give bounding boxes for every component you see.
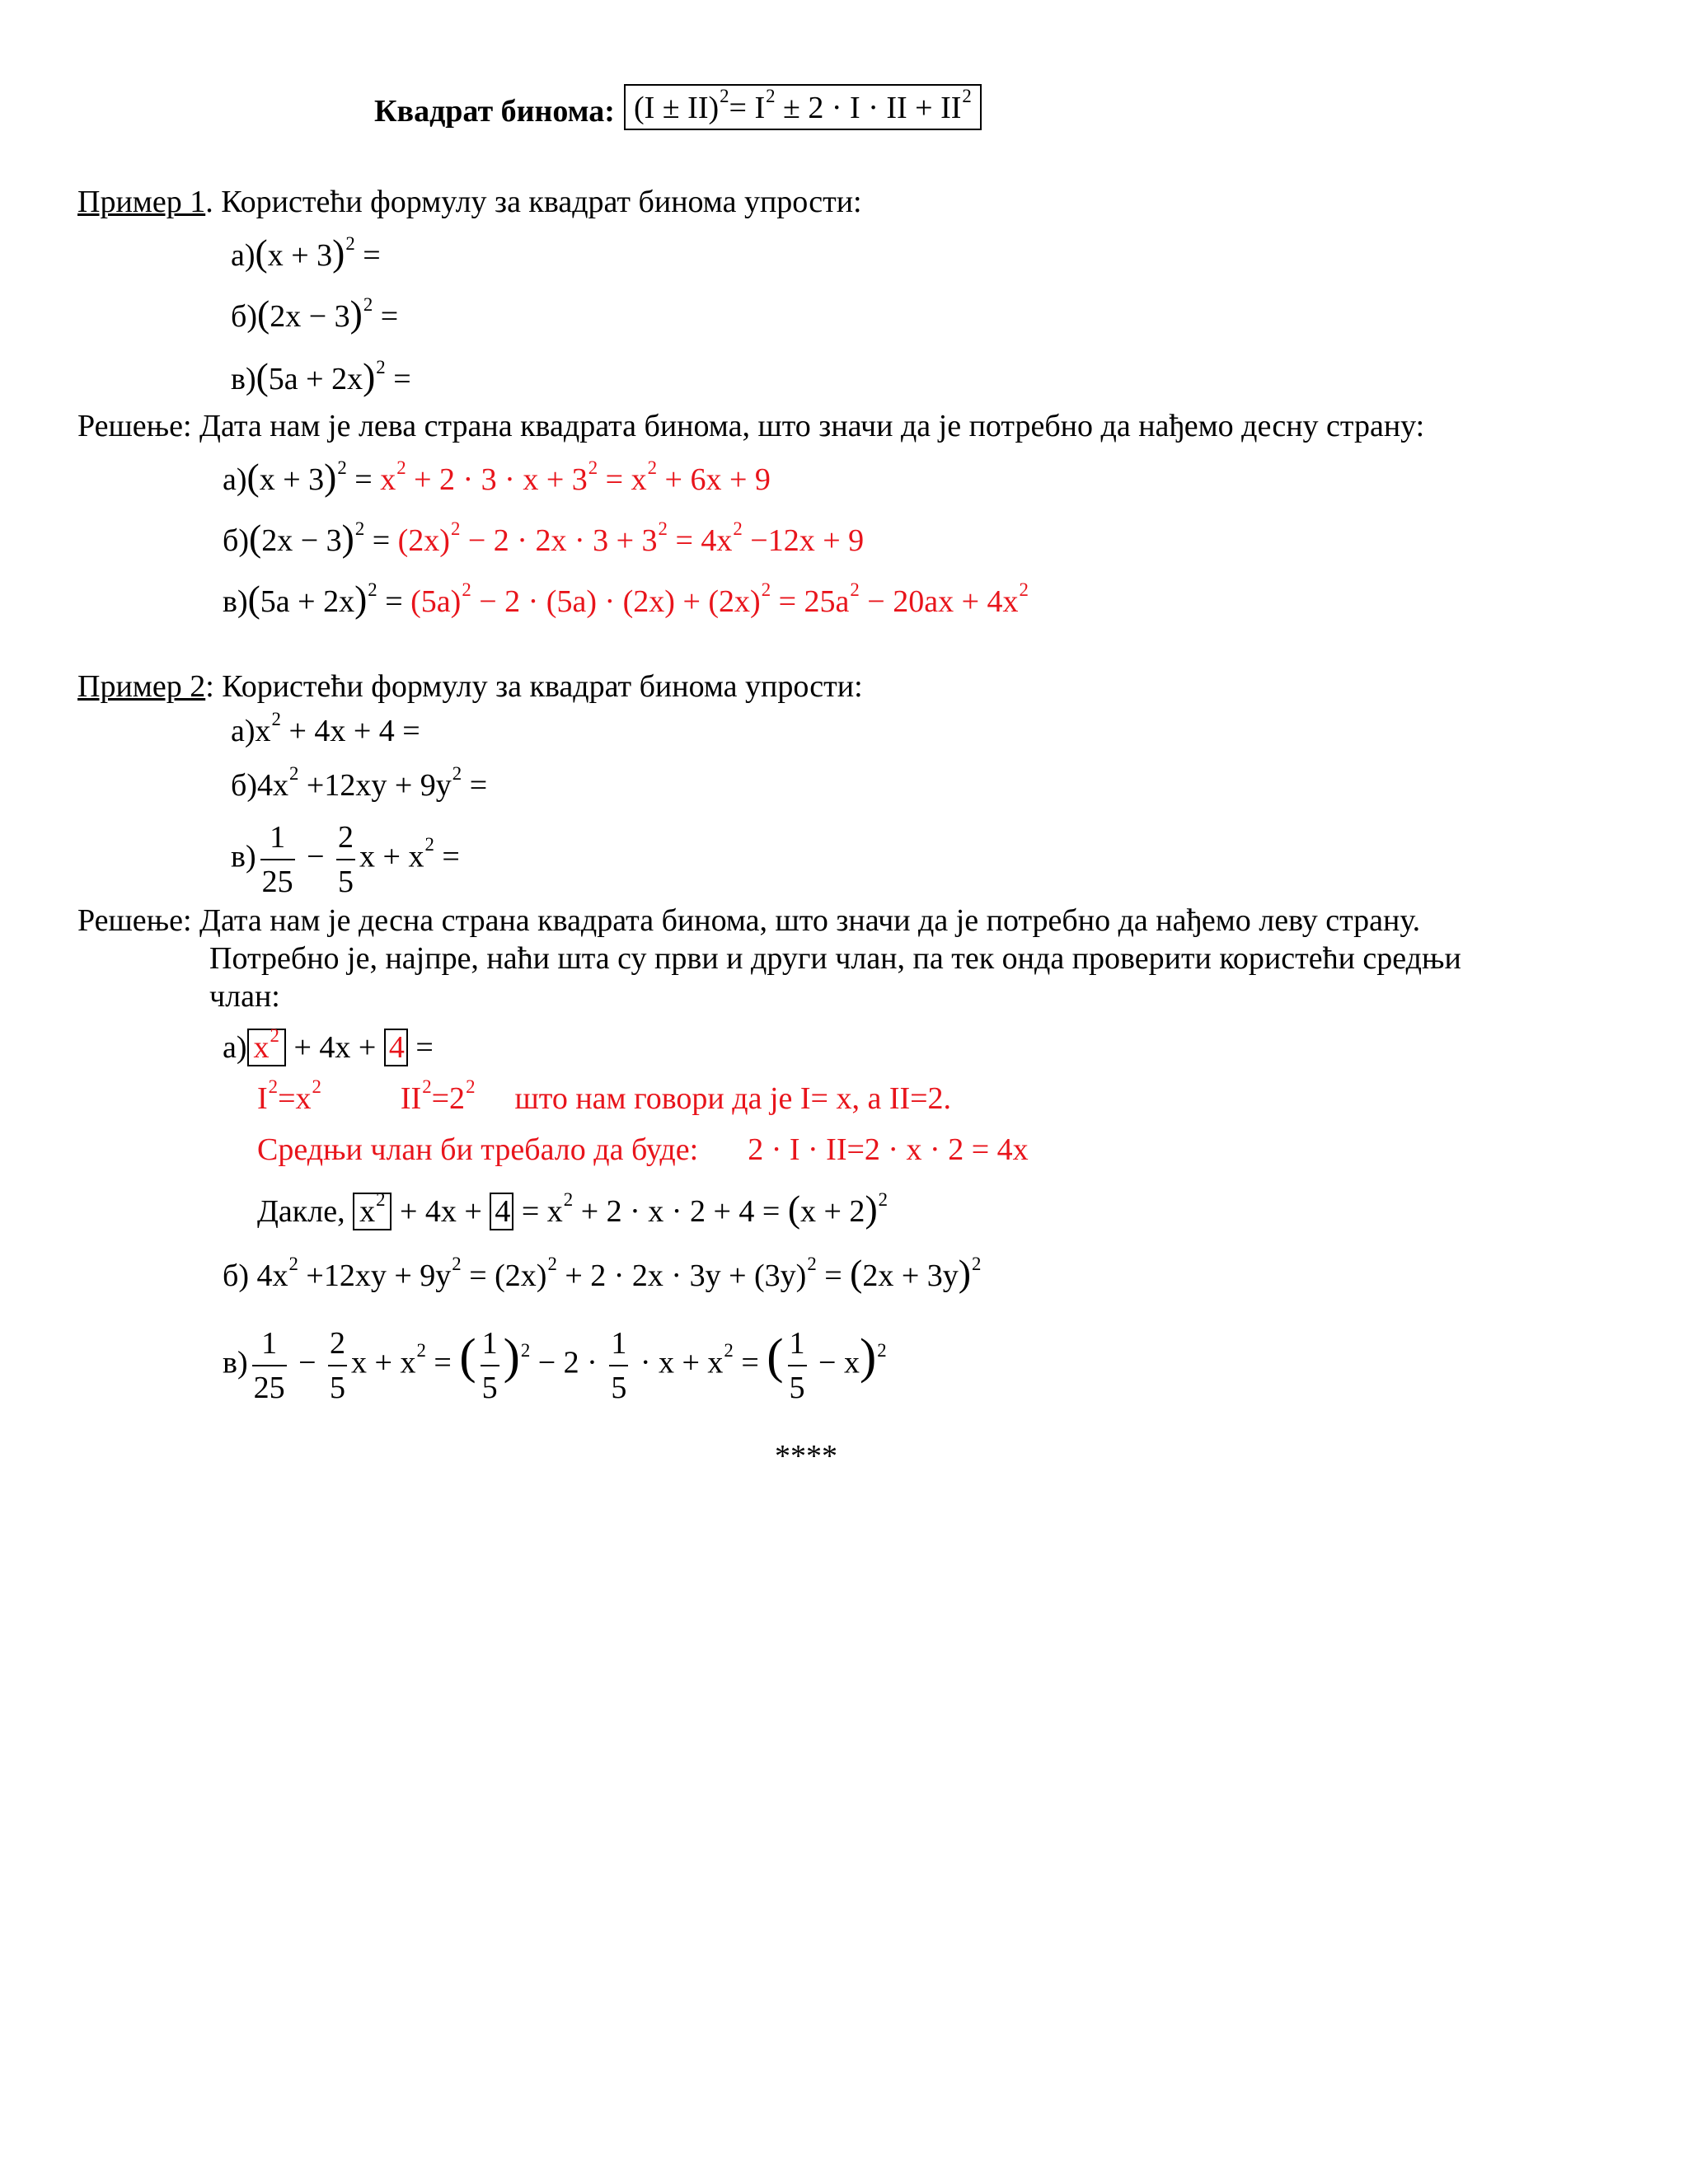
exp: 2	[647, 457, 658, 478]
equals: =	[363, 238, 381, 273]
exp: 2	[270, 1024, 279, 1046]
t: x + 2	[800, 1194, 865, 1229]
boxed-term: 4	[384, 1029, 408, 1066]
exp: 2	[452, 1253, 462, 1274]
boxed-term: 4	[490, 1193, 513, 1230]
sol1-item-c: $в)(5a + 2x)^2 = (5a)^2 - 2 \cdot (5a) \cdot (2x) + (2x)^2 = 25a^2 - 20ax + 4x^2$	[223, 578, 1029, 620]
paren: )	[324, 456, 337, 498]
ex1-item-a	[231, 234, 381, 279]
equals: =	[380, 299, 399, 334]
exp: 2	[354, 518, 365, 539]
denominator: 25	[253, 1371, 285, 1405]
denominator: 5	[338, 865, 354, 899]
paren: (	[787, 1188, 800, 1230]
exp: 2	[376, 356, 386, 377]
solution-2-line-2: Потребно је, најпре, наћи шта су први и други члан, па тек онда проверити користећи средњи	[209, 941, 1461, 976]
t: −	[298, 839, 333, 874]
t: = x	[513, 1194, 563, 1229]
boxed-term	[247, 1024, 286, 1066]
formula-exp: 2	[720, 85, 729, 106]
t: +12xy + 9y	[298, 1258, 452, 1293]
exp: 2	[462, 579, 471, 600]
item-letter: в)	[223, 1345, 248, 1380]
exp: 2	[520, 1340, 531, 1361]
item-letter: б)	[231, 299, 257, 334]
sol1-item-b: $б)(2x - 3)^2 = (2x)^2 - 2 \cdot 2x \cdot 3 + 3^2 = 4x^2 -12x + 9$	[223, 517, 865, 559]
t: x	[253, 1030, 270, 1065]
t: x + x	[351, 1345, 416, 1380]
example-intro: : Користећи формулу за квадрат бинома упрости:	[205, 669, 863, 704]
expr: 2x − 3	[270, 299, 350, 334]
t: + 6x + 9	[657, 462, 771, 497]
exp: 2	[450, 518, 461, 539]
numerator: 2	[336, 816, 355, 860]
t: x	[255, 714, 271, 748]
t: + 2 · x · 2 + 4 =	[573, 1194, 788, 1229]
t: (5a)	[410, 584, 462, 619]
t: =	[407, 1030, 434, 1065]
exp: 2	[733, 518, 743, 539]
sol2-conclusion	[257, 1190, 888, 1235]
fraction	[252, 1322, 287, 1409]
exp: 2	[807, 1253, 817, 1274]
paren: (	[767, 1329, 784, 1385]
paren: (	[256, 355, 269, 397]
answer	[410, 579, 1029, 619]
t: =x	[278, 1081, 312, 1116]
t: x + x	[658, 1345, 724, 1380]
title-text: Квадрат бинома:	[374, 94, 615, 129]
paren: (	[459, 1329, 476, 1385]
solution-1-lead: Решење: Дата нам је лева страна квадрата бинома, што значи да је потребно да нађемо десну страну:	[77, 409, 1425, 443]
exp: 2	[547, 1253, 557, 1274]
t: 4x	[257, 768, 288, 803]
t: −12x + 9	[742, 523, 865, 558]
numerator: 1	[481, 1322, 499, 1366]
t: =2	[431, 1081, 466, 1116]
t: (2x)	[397, 523, 450, 558]
paren: (	[257, 293, 270, 335]
exp: 2	[877, 1340, 887, 1361]
item-letter: а)	[231, 238, 256, 273]
t: −	[290, 1345, 325, 1380]
fraction	[336, 816, 355, 903]
t: + 2 · 3 · x + 3	[406, 462, 588, 497]
t: Средњи члан би требало да буде:	[257, 1132, 699, 1167]
ex2-item-a	[231, 708, 420, 754]
t: =	[434, 839, 460, 874]
item-letter: б)	[223, 523, 249, 558]
binomial-formula	[624, 85, 982, 131]
item-letter: в)	[231, 839, 256, 874]
ex2-item-b	[231, 762, 488, 808]
paren: (	[246, 456, 260, 498]
t: = 25a	[771, 584, 850, 619]
paren: )	[958, 1252, 971, 1294]
denominator: 5	[330, 1371, 346, 1405]
item-letter: в)	[231, 362, 256, 396]
t: ·	[632, 1345, 659, 1380]
numerator: 1	[260, 816, 295, 860]
example-intro: . Користећи формулу за квадрат бинома упрости:	[205, 185, 862, 219]
paren: (	[249, 517, 262, 559]
paren: )	[354, 578, 368, 620]
t: x + x	[359, 839, 424, 874]
item-letter: а)	[231, 714, 256, 748]
solution-2-line-1: Решење: Дата нам је десна страна квадрата бинома, што значи да је потребно да нађемо леву страну.	[77, 903, 1421, 938]
formula-part: (I ± II)	[634, 91, 720, 125]
section-end-mark: ****	[775, 1439, 837, 1474]
t: = 4x	[667, 523, 733, 558]
exp: 2	[588, 457, 598, 478]
exp: 2	[345, 232, 355, 254]
formula-part: = I	[729, 91, 766, 125]
denominator: 5	[789, 1371, 805, 1405]
denominator: 25	[261, 865, 293, 899]
formula-exp: 2	[962, 85, 972, 106]
t: x	[380, 462, 396, 497]
paren: )	[349, 293, 363, 335]
t: II	[400, 1081, 422, 1116]
t: 2 · I · II=2 · x · 2 = 4x	[748, 1132, 1029, 1167]
t: што нам говори да је I= x, а II=2.	[514, 1081, 952, 1116]
answer	[397, 518, 865, 558]
exp: 2	[971, 1253, 982, 1274]
sol2-item-c: в) $\frac{1}{25}$ − $\frac{2}{5}$ $x + x^2$ = ( $\frac{1}{5}$ )$^2$ − 2 · $\frac{1}{5}$ · $x + x^2$ = ( $\frac{1}{5}$ − x)$^2$	[223, 1322, 887, 1409]
exp: 2	[368, 579, 377, 600]
t: =	[462, 768, 488, 803]
ex2-item-c	[231, 816, 460, 903]
page-title	[374, 92, 615, 130]
item-letter: б)	[231, 768, 257, 803]
exp: 2	[416, 1340, 426, 1361]
t: 2x + 3y	[862, 1258, 959, 1293]
t: − 20ax + 4x	[859, 584, 1019, 619]
t: + 4x + 4 =	[280, 714, 420, 748]
t: − 2 · 2x · 3 + 3	[460, 523, 658, 558]
fraction	[328, 1322, 347, 1409]
numerator: 1	[609, 1322, 628, 1366]
sol2-middle-term	[257, 1131, 1029, 1169]
t: − 2 ·	[530, 1345, 606, 1380]
exp: 2	[363, 293, 373, 315]
paren: )	[341, 517, 354, 559]
exp: 2	[658, 518, 668, 539]
formula-part: ± 2 · I · II + II	[775, 91, 962, 125]
t: x	[359, 1194, 376, 1229]
exp: 2	[878, 1188, 889, 1210]
exp: 2	[396, 457, 406, 478]
exp: 2	[271, 708, 281, 729]
t: б) 4x	[223, 1258, 288, 1293]
exp: 2	[289, 762, 299, 784]
ex1-item-c	[231, 355, 411, 402]
fraction	[481, 1322, 499, 1409]
exp: 2	[422, 1076, 432, 1097]
exp: 2	[850, 579, 860, 600]
paren: (	[850, 1252, 863, 1294]
denominator: 5	[481, 1371, 498, 1405]
t: =	[816, 1258, 851, 1293]
sol2-item-a	[223, 1024, 434, 1071]
t: = x	[598, 462, 647, 497]
exp: 2	[337, 457, 347, 478]
exp: 2	[724, 1340, 734, 1361]
t: + 4x +	[392, 1194, 490, 1229]
paren: (	[247, 578, 260, 620]
exp: 2	[268, 1076, 279, 1097]
example-label: Пример 2	[77, 669, 206, 704]
fraction	[260, 816, 295, 903]
formula-exp: 2	[766, 85, 776, 106]
numerator: 2	[328, 1322, 347, 1366]
sol2-item-b	[223, 1254, 981, 1299]
numerator: 1	[788, 1322, 807, 1366]
exp: 2	[761, 579, 771, 600]
expr: x + 3	[267, 238, 333, 273]
exp: 2	[1019, 579, 1029, 600]
item-letter: а)	[223, 1030, 247, 1065]
sol2-identify-terms	[257, 1076, 952, 1122]
t: Дакле,	[257, 1194, 345, 1229]
paren: )	[865, 1188, 878, 1230]
fraction	[609, 1322, 628, 1409]
exp: 2	[288, 1253, 298, 1274]
numerator: 1	[252, 1322, 287, 1366]
example-label: Пример 1	[77, 185, 206, 219]
expr: 5a + 2x	[260, 584, 355, 619]
ex1-item-b	[231, 295, 398, 340]
expr: 5a + 2x	[268, 362, 363, 396]
equals: =	[393, 362, 411, 396]
paren: )	[332, 232, 345, 274]
boxed-term	[353, 1188, 392, 1230]
t: + 2 · 2x · 3y + (3y)	[556, 1258, 807, 1293]
sol1-item-a: $а)(x + 3)^2 = x^2 + 2 \cdot 3 \cdot x + 3^2 = x^2 + 6x + 9$	[223, 456, 771, 498]
expr: 2x − 3	[261, 523, 342, 558]
solution-2-line-3: члан:	[209, 979, 280, 1014]
expr: x + 3	[259, 462, 325, 497]
t: I	[257, 1081, 268, 1116]
formula-box	[624, 84, 982, 130]
t: = (2x)	[461, 1258, 547, 1293]
answer	[380, 457, 771, 497]
paren: (	[255, 232, 268, 274]
exp: 2	[376, 1188, 386, 1210]
t: − 2 · (5a) · (2x) + (2x)	[471, 584, 761, 619]
t: + 4x +	[285, 1030, 384, 1065]
exp: 2	[466, 1076, 476, 1097]
denominator: 5	[611, 1371, 627, 1405]
example-1-heading	[77, 183, 862, 221]
paren: )	[859, 1329, 877, 1385]
exp: 2	[424, 834, 434, 855]
exp: 2	[452, 762, 462, 784]
exp: 2	[563, 1188, 574, 1210]
t: +12xy + 9y	[298, 768, 452, 803]
exp: 2	[312, 1076, 321, 1097]
item-letter: а)	[223, 462, 247, 497]
paren: )	[363, 355, 376, 397]
paren: )	[503, 1329, 520, 1385]
example-2-heading	[77, 668, 863, 705]
item-letter: в)	[223, 584, 248, 619]
fraction	[788, 1322, 807, 1409]
t: −	[810, 1345, 844, 1380]
